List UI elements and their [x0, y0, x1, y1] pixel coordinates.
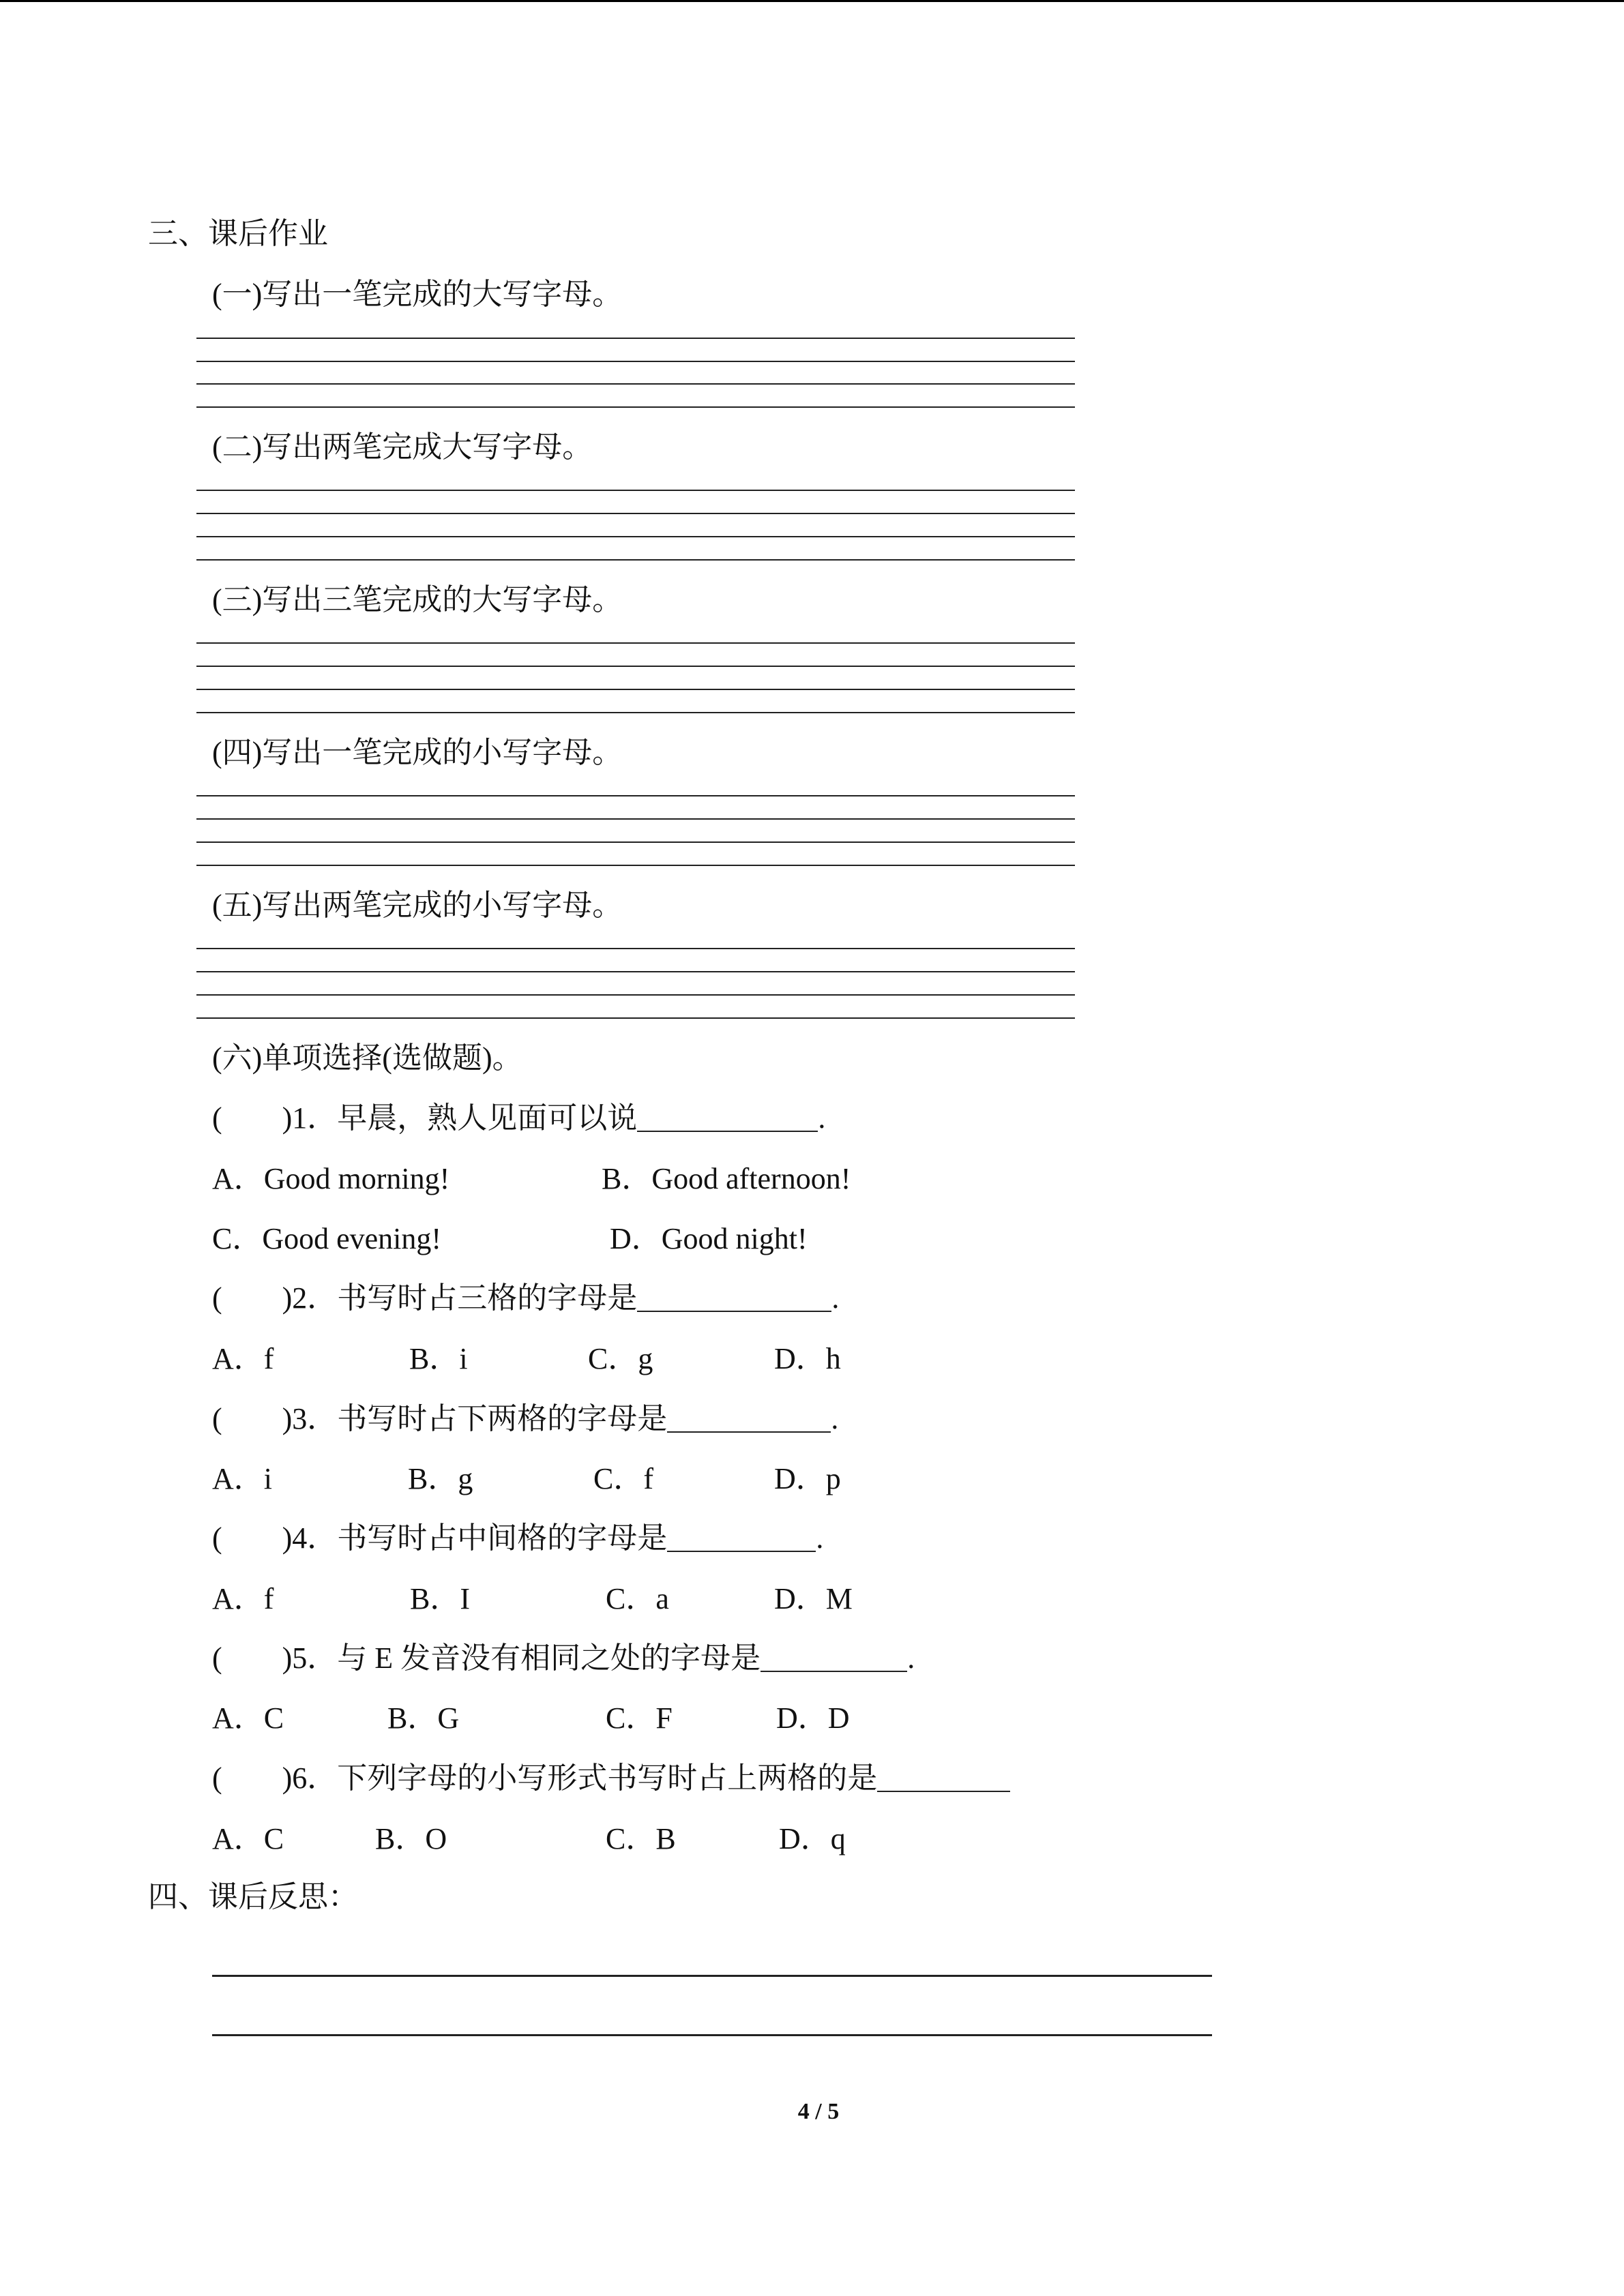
task-3-title: (三)写出三笔完成的大写字母。 — [212, 583, 623, 616]
q6-option-b[interactable]: B．O — [375, 1822, 447, 1855]
q6-option-d[interactable]: D．q — [779, 1822, 846, 1855]
question-6-text: ( )6．下列字母的小写形式书写时占上两格的是 — [212, 1761, 878, 1795]
task-2-title: (二)写出两笔完成大写字母。 — [212, 430, 593, 464]
q2-option-b[interactable]: B．i — [409, 1342, 468, 1375]
section-4-title: 四、课后反思： — [148, 1880, 358, 1913]
q1-option-c[interactable]: C．Good evening! — [212, 1222, 442, 1255]
q1-option-d[interactable]: D．Good night! — [610, 1222, 808, 1255]
question-2: ( )2．书写时占三格的字母是 . — [212, 1281, 840, 1315]
q1-option-a[interactable]: A．Good morning! — [212, 1162, 450, 1195]
reflection-line-1[interactable] — [212, 1975, 1212, 1977]
q3-option-b[interactable]: B．g — [408, 1462, 473, 1495]
question-5: ( )5．与 E 发音没有相同之处的字母是 . — [212, 1641, 915, 1675]
question-2-text: ( )2．书写时占三格的字母是 — [212, 1281, 638, 1315]
choice-title: (六)单项选择(选做题)。 — [212, 1041, 522, 1075]
section-3-title: 三、课后作业 — [148, 217, 328, 250]
q4-option-a[interactable]: A．f — [212, 1582, 274, 1615]
q5-option-c[interactable]: C．F — [606, 1701, 673, 1735]
q3-option-d[interactable]: D．p — [774, 1462, 841, 1495]
q2-option-a[interactable]: A．f — [212, 1342, 274, 1375]
q2-option-c[interactable]: C．g — [588, 1342, 653, 1375]
q1-option-b[interactable]: B．Good afternoon! — [602, 1162, 851, 1195]
question-3-text: ( )3．书写时占下两格的字母是 — [212, 1402, 668, 1435]
question-6 — [212, 1760, 1010, 1797]
task-1-title: (一)写出一笔完成的大写字母。 — [212, 278, 623, 311]
question-5-text: ( )5．与 E 发音没有相同之处的字母是 — [212, 1641, 761, 1675]
page-number: 4 / 5 — [797, 2099, 840, 2124]
q4-option-d[interactable]: D．M — [774, 1582, 853, 1615]
answer-blank-4[interactable] — [667, 1523, 816, 1552]
task-5-title: (五)写出两笔完成的小写字母。 — [212, 889, 623, 922]
q6-option-c[interactable]: C．B — [606, 1822, 676, 1855]
q5-option-b[interactable]: B．G — [387, 1701, 460, 1735]
q5-option-a[interactable]: A．C — [212, 1701, 284, 1735]
q5-option-d[interactable]: D．D — [776, 1701, 850, 1735]
question-1: ( )1．早晨，熟人见面可以说 . — [212, 1101, 826, 1135]
q4-option-c[interactable]: C．a — [606, 1582, 669, 1615]
q4-option-b[interactable]: B．I — [410, 1582, 470, 1615]
reflection-line-2[interactable] — [212, 2034, 1212, 2036]
answer-blank-5[interactable] — [761, 1643, 907, 1672]
answer-blank-2[interactable] — [637, 1283, 831, 1312]
answer-blank-6[interactable] — [877, 1763, 1010, 1792]
question-4-text: ( )4．书写时占中间格的字母是 — [212, 1521, 668, 1555]
answer-blank-1[interactable] — [637, 1103, 818, 1132]
question-3: ( )3．书写时占下两格的字母是 . — [212, 1402, 839, 1435]
question-1-text: ( )1．早晨，熟人见面可以说 — [212, 1101, 638, 1135]
q6-option-a[interactable]: A．C — [212, 1822, 284, 1855]
question-4: ( )4．书写时占中间格的字母是 . — [212, 1521, 824, 1555]
q3-option-a[interactable]: A．i — [212, 1462, 272, 1495]
q3-option-c[interactable]: C．f — [593, 1462, 653, 1495]
task-4-title: (四)写出一笔完成的小写字母。 — [212, 736, 623, 769]
q2-option-d[interactable]: D．h — [774, 1342, 841, 1375]
answer-blank-3[interactable] — [667, 1404, 831, 1433]
top-border — [0, 0, 1624, 2]
